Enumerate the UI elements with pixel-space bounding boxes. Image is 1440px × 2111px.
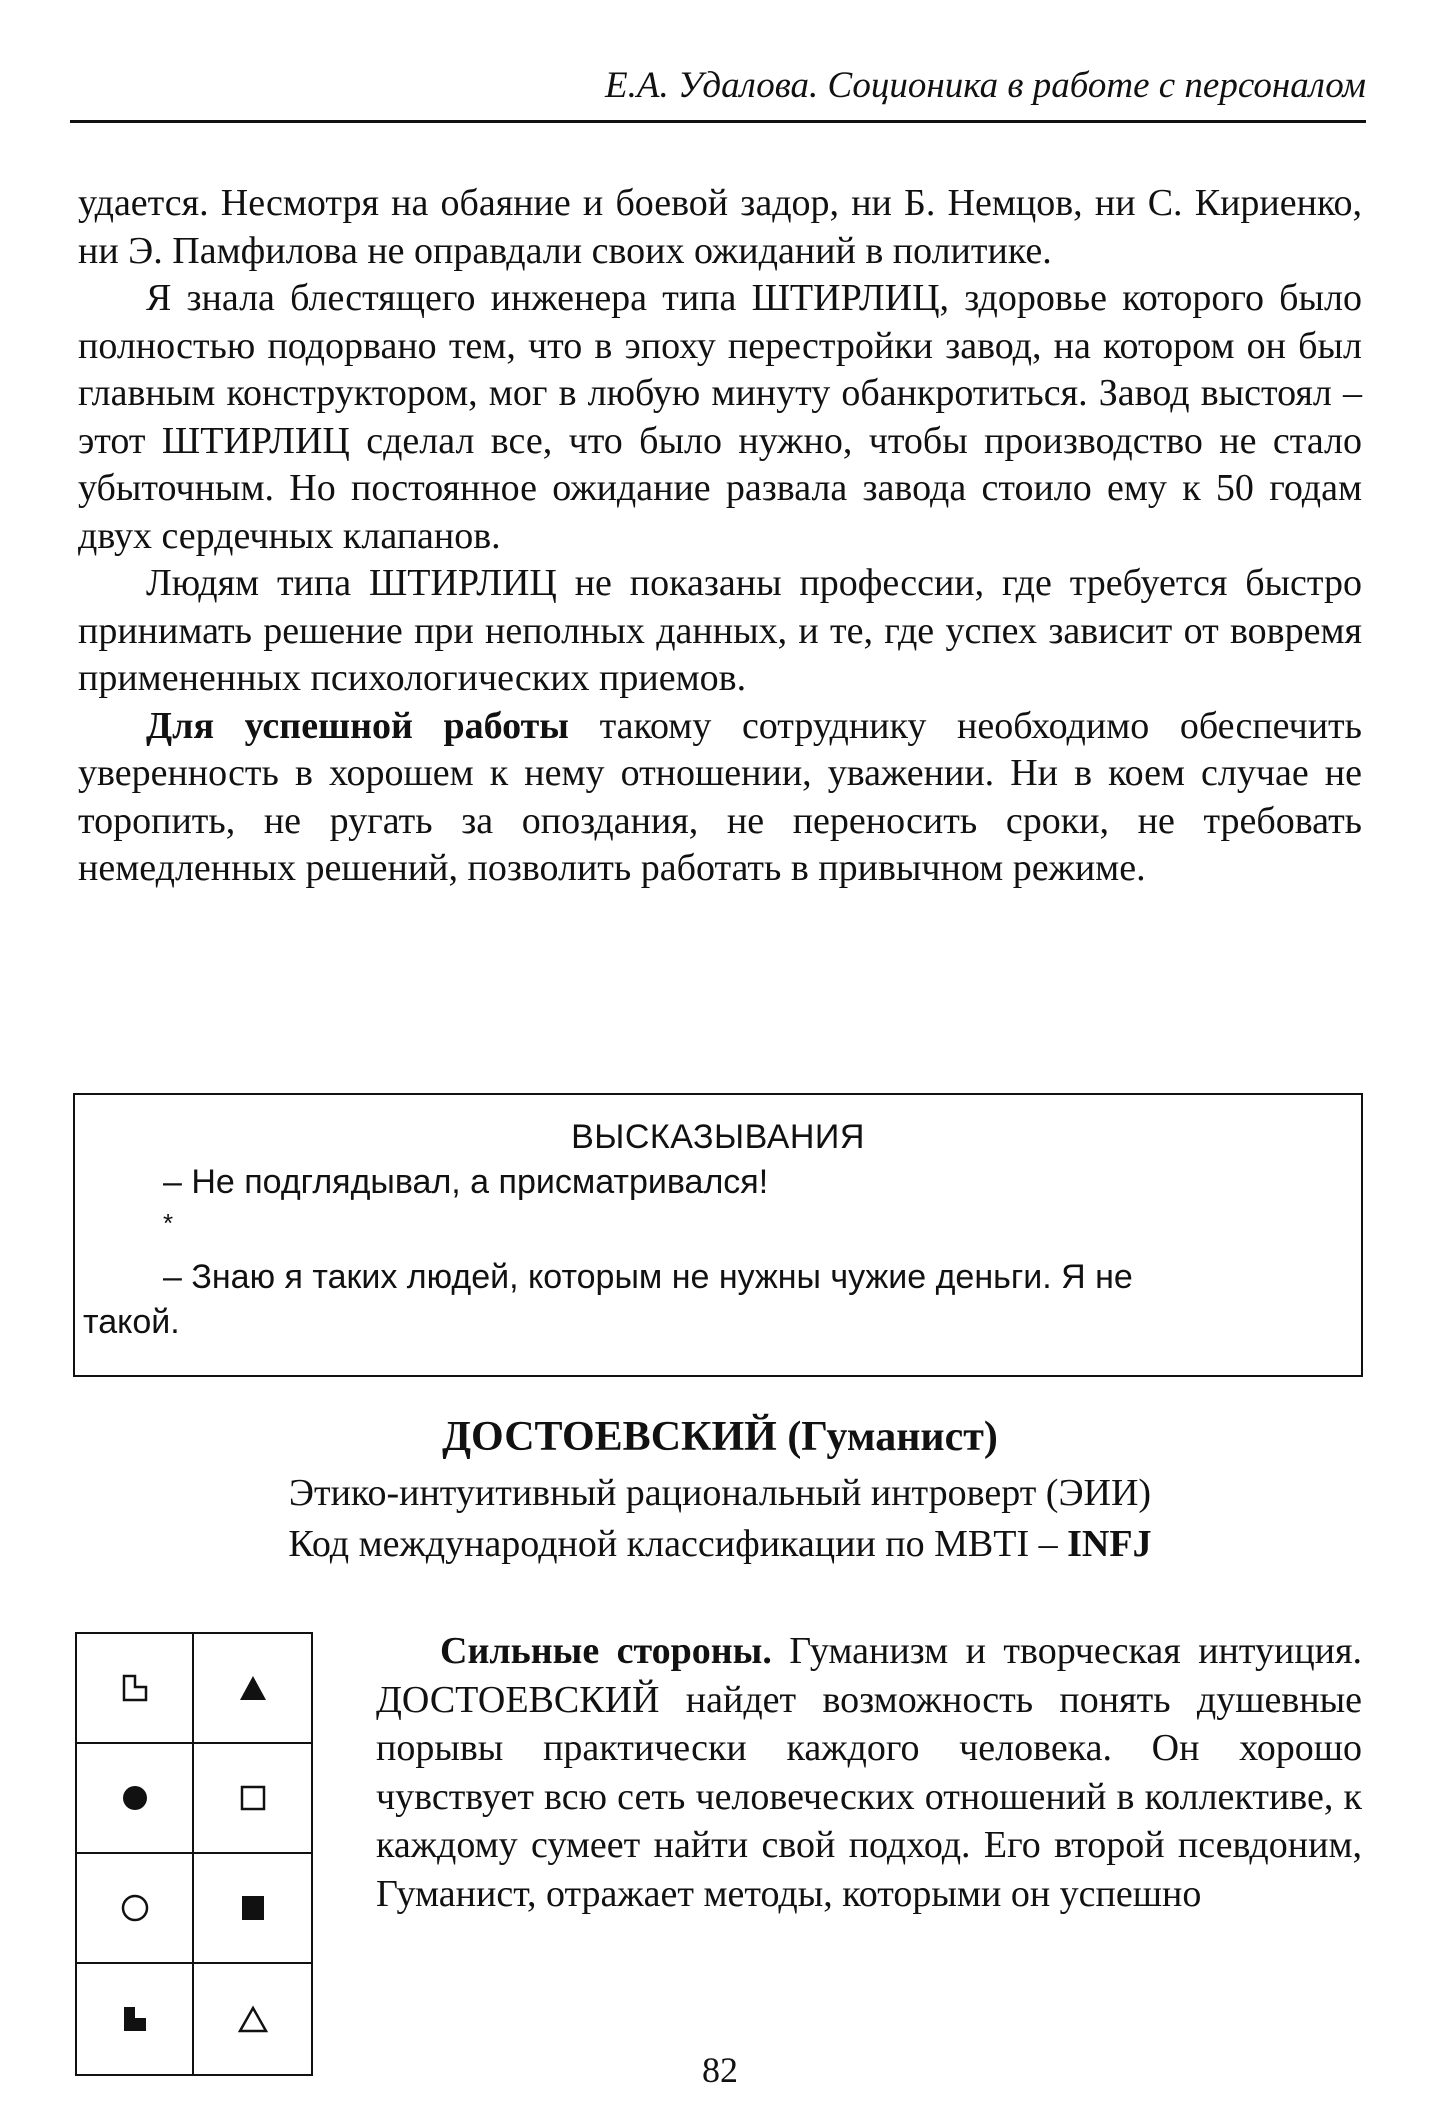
- filled-triangle-icon: [238, 1674, 268, 1702]
- page-number: 82: [702, 2050, 738, 2090]
- strengths-paragraph: [376, 1627, 1362, 1918]
- quotes-title: ВЫСКАЗЫВАНИЯ: [571, 1118, 865, 1156]
- symbol-grid: [75, 1632, 313, 2076]
- strengths-text: [376, 1627, 1362, 1918]
- quote-2-continuation: такой.: [83, 1303, 180, 1341]
- mbti-code-prefix: Код международной классификации по MBTI –: [288, 1523, 1068, 1565]
- symbol-cell: [77, 1854, 194, 1964]
- symbol-cell: [77, 1634, 194, 1744]
- body-text: [78, 180, 1362, 893]
- symbol-cell: [194, 1744, 311, 1854]
- symbol-cell: [194, 1854, 311, 1964]
- filled-circle-icon: [121, 1784, 149, 1812]
- outline-triangle-icon: [237, 2005, 269, 2033]
- paragraph-3: Людям типа ШТИРЛИЦ не показаны профессии, где требуется быстро принимать решение при неполных данных, и те, где успех зависит от вовремя примененных психологических приемов.: [78, 562, 1362, 699]
- paragraph-4: [78, 703, 1362, 893]
- paragraph-2: Я знала блестящего инженера типа ШТИРЛИЦ, здоровье которого было полностью подорвано тем, что в эпоху перестройки завод, на котором он был главным конструктором, мог в любую минуту обанкротиться. Завод выстоял – этот ШТИРЛИЦ сделал все, что было нужно, чтобы производство не стало убыточным. Но постоянное ожидание развала завода стоило ему к 50 годам двух сердечных клапанов.: [78, 277, 1362, 557]
- symbol-cell: [77, 1744, 194, 1854]
- paragraph-1: удается. Несмотря на обаяние и боевой задор, ни Б. Немцов, ни С. Кириенко, ни Э. Памфилова не оправдали своих ожиданий в политике.: [78, 182, 1362, 272]
- outline-square-icon: [239, 1784, 267, 1812]
- section-heading: ДОСТОЕВСКИЙ (Гуманист): [442, 1414, 998, 1460]
- strengths-label: Сильные стороны.: [440, 1630, 772, 1672]
- symbol-cell: [194, 1634, 311, 1744]
- filled-square-icon: [240, 1894, 266, 1922]
- strengths-body: Гуманизм и творческая интуиция. ДОСТОЕВСКИЙ найдет возможность понять душевные порывы практически каждого человека. Он хорошо чувствует всю сеть человеческих отношений в коллективе, к каждому сумеет найти свой подход. Его второй псевдоним, Гуманист, отражает методы, которыми он успешно: [376, 1630, 1362, 1915]
- header-rule: [70, 120, 1366, 123]
- running-header: Е.А. Удалова. Соционика в работе с персоналом: [605, 65, 1366, 106]
- section-subtitle: Этико-интуитивный рациональный интроверт (ЭИИ): [288, 1472, 1152, 1514]
- quotes-box: [73, 1093, 1363, 1377]
- mbti-code-line: [78, 1521, 1362, 1568]
- paragraph-4-bold-lead: Для успешной работы: [146, 704, 569, 747]
- quote-separator: *: [163, 1208, 174, 1238]
- outline-circle-icon: [120, 1893, 150, 1923]
- quote-1: – Не подглядывал, а присматривался!: [163, 1163, 769, 1201]
- filled-step-icon: [121, 2005, 149, 2033]
- quote-2: – Знаю я таких людей, которым не нужны чужие деньги. Я не: [163, 1258, 1133, 1296]
- mbti-code-value: INFJ: [1067, 1523, 1152, 1565]
- outline-step-icon: [121, 1674, 149, 1702]
- paragraph-4-text: такому сотруднику необходимо обеспечить уверенность в хорошем к нему отношении, уважении. Ни в коем случае не торопить, не ругать за опоздания, не переносить сроки, не требовать немедленных решений, позволить работать в привычном режиме.: [78, 704, 1362, 889]
